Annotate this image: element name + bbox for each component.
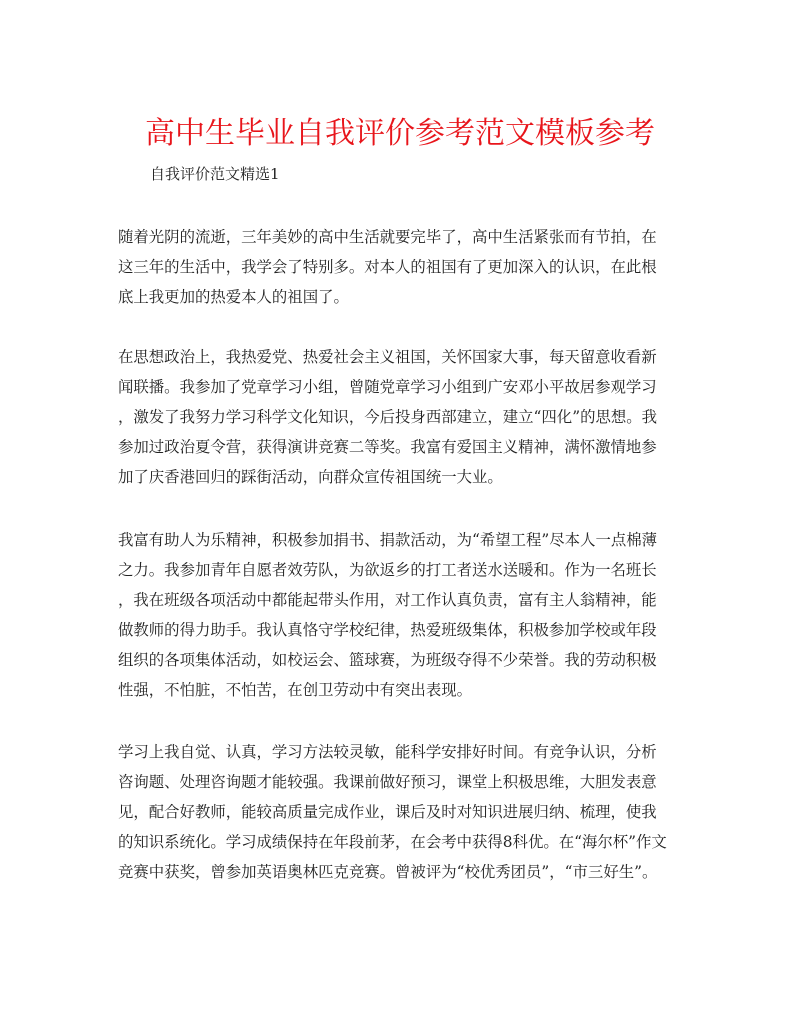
paragraph-line: 的知识系统化。学习成绩保持在年段前茅，在会考中获得8科优。在“海尔杯”作文 [118,833,667,851]
paragraph-line: 见，配合好教师，能较高质量完成作业，课后及时对知识进展归纳、梳理，使我 [118,803,657,821]
paragraph-3 [118,525,682,705]
paragraph-line: 底上我更加的热爱本人的祖国了。 [118,288,349,306]
paragraph-line: 加了庆香港回归的踩街活动，向群众宣传祖国统一大业。 [118,468,503,486]
paragraph-line: ，我在班级各项活动中都能起带头作用，对工作认真负责，富有主人翁精神，能 [118,591,657,609]
paragraph-line: 随着光阴的流逝，三年美妙的高中生活就要完毕了，高中生活紧张而有节拍，在 [118,228,657,246]
paragraph-2 [118,342,682,492]
paragraph-4 [118,737,682,887]
paragraph-1 [118,222,682,312]
paragraph-line: 性强，不怕脏，不怕苦，在创卫劳动中有突出表现。 [118,681,472,699]
paragraph-line: 竞赛中获奖，曾参加英语奥林匹克竞赛。曾被评为“校优秀团员”，“市三好生”。 [118,863,658,881]
document-subtitle: 自我评价范文精选1 [150,165,280,183]
paragraph-line: 在思想政治上，我热爱党、热爱社会主义祖国，关怀国家大事，每天留意收看新 [118,348,657,366]
document-title: 高中生毕业自我评价参考范文模板参考 [145,116,655,151]
paragraph-line: 我富有助人为乐精神，积极参加捐书、捐款活动，为“希望工程”尽本人一点棉薄 [118,531,658,549]
paragraph-line: 做教师的得力助手。我认真恪守学校纪律，热爱班级集体，积极参加学校或年段 [118,621,657,639]
paragraph-line: 咨询题、处理咨询题才能较强。我课前做好预习，课堂上积极思维，大胆发表意 [118,773,657,791]
paragraph-line: ，激发了我努力学习科学文化知识，今后投身西部建立，建立“四化”的思想。我 [118,408,658,426]
paragraph-line: 组织的各项集体活动，如校运会、篮球赛，为班级夺得不少荣誉。我的劳动积极 [118,651,657,669]
paragraph-line: 学习上我自觉、认真，学习方法较灵敏，能科学安排好时间。有竞争认识，分析 [118,743,657,761]
paragraph-line: 闻联播。我参加了党章学习小组，曾随党章学习小组到广安邓小平故居参观学习 [118,378,657,396]
paragraph-line: 之力。我参加青年自愿者效劳队，为欲返乡的打工者送水送暖和。作为一名班长 [118,561,657,579]
paragraph-line: 这三年的生活中，我学会了特别多。对本人的祖国有了更加深入的认识，在此根 [118,258,657,276]
paragraph-line: 参加过政治夏令营，获得演讲竞赛二等奖。我富有爱国主义精神，满怀激情地参 [118,438,657,456]
